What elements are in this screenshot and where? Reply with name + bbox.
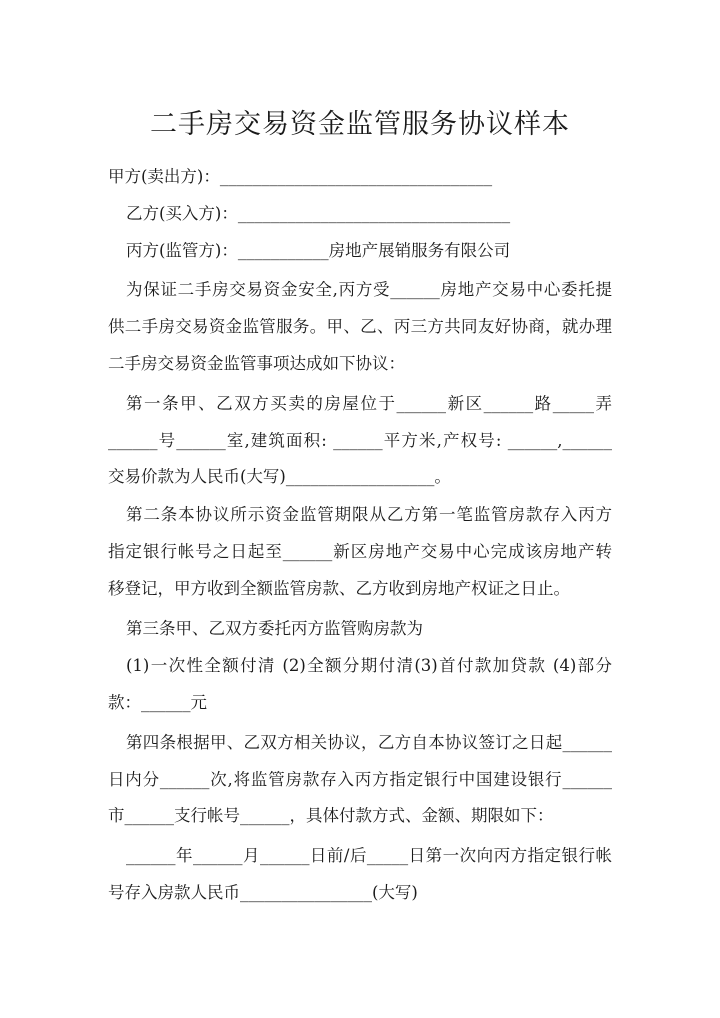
article-1-line-2: ______号______室,建筑面积: ______平方米,产权号: ______,______ [108, 431, 612, 450]
article-4-line-3: 市______支行帐号______，具体付款方式、金额、期限如下： [108, 806, 554, 825]
document-title: 二手房交易资金监管服务协议样本 [150, 109, 570, 140]
payment-line-1: ______年______月______日前/后_____日第一次向丙方指定银行帐 [126, 846, 612, 865]
article-3-line-3: 款：______元 [108, 693, 207, 712]
article-1-line-1: 第一条甲、乙双方买卖的房屋位于______新区______路_____弄 [126, 394, 612, 413]
article-4-line-1: 第四条根据甲、乙双方相关协议，乙方自本协议签订之日起______ [126, 733, 612, 752]
preamble-line-2: 供二手房交易资金监管服务。甲、乙、丙三方共同友好协商，就办理 [108, 317, 612, 336]
article-2-line-3: 移登记，甲方收到全额监管房款、乙方收到房地产权证之日止。 [108, 579, 570, 598]
preamble-line-3: 二手房交易资金监管事项达成如下协议： [108, 354, 405, 373]
party-b-line: 乙方(买入方)：_________________________________ [126, 204, 511, 223]
party-c-line: 丙方(监管方)：___________房地产展销服务有限公司 [126, 241, 511, 260]
party-a-line: 甲方(卖出方)：_________________________________ [108, 167, 493, 186]
article-4-line-2: 日内分______次,将监管房款存入丙方指定银行中国建设银行______ [108, 770, 612, 789]
article-2-line-1: 第二条本协议所示资金监管期限从乙方第一笔监管房款存入丙方 [126, 505, 612, 524]
payment-line-2: 号存入房款人民币________________(大写) [108, 883, 418, 902]
article-1-line-3: 交易价款为人民币(大写)__________________。 [108, 467, 451, 486]
article-2-line-2: 指定银行帐号之日起至______新区房地产交易中心完成该房地产转 [108, 542, 612, 561]
article-3-line-1: 第三条甲、乙双方委托丙方监管购房款为 [126, 619, 423, 638]
article-3-options: (1)一次性全额付清 (2)全额分期付清(3)首付款加贷款 (4)部分 [126, 656, 612, 675]
preamble-line-1: 为保证二手房交易资金安全,丙方受______房地产交易中心委托提 [126, 280, 612, 299]
